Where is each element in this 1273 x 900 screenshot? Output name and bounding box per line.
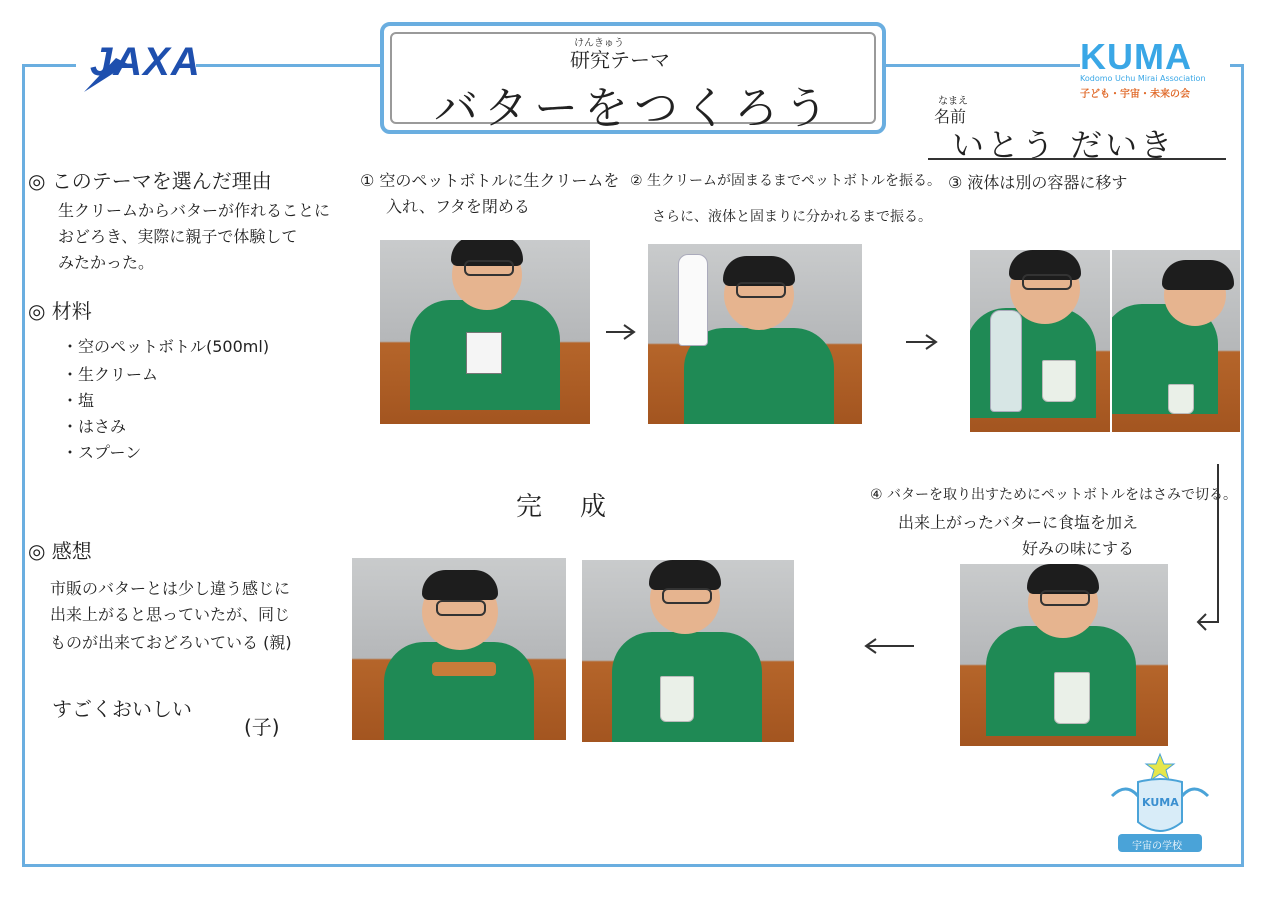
arrow-left-icon bbox=[862, 636, 916, 656]
title-ruby: けんきゅう bbox=[574, 38, 624, 49]
cream-carton bbox=[466, 332, 502, 374]
badge-text: 宇宙の学校 bbox=[1132, 841, 1182, 852]
toast bbox=[432, 662, 496, 676]
photo-step-4 bbox=[960, 564, 1168, 746]
step-4-caption: 出来上がったバターに食塩を加え bbox=[898, 513, 1139, 532]
reason-line: おどろき、実際に親子で体験して bbox=[58, 227, 298, 246]
kuma-logo-text: KUMA bbox=[1080, 36, 1192, 77]
kuma-badge bbox=[1104, 752, 1216, 856]
materials-heading: ◎ 材料 bbox=[28, 299, 92, 323]
page-title: バターをつくろう bbox=[434, 83, 834, 134]
kuma-japanese-name: 子ども・宇宙・未来の会 bbox=[1080, 89, 1190, 100]
reason-heading: ◎ このテーマを選んだ理由 bbox=[28, 169, 272, 193]
cup bbox=[660, 676, 694, 722]
child-tag: (子) bbox=[244, 715, 280, 739]
jaxa-logo bbox=[76, 34, 201, 90]
badge-logo-text: KUMA bbox=[1142, 796, 1179, 809]
photo-complete-2 bbox=[582, 560, 794, 742]
photo-step-3b bbox=[1112, 250, 1240, 432]
material-item: ・生クリーム bbox=[62, 365, 159, 384]
impression-line: 出来上がると思っていたが、同じ bbox=[50, 605, 291, 624]
title-label: 研究テーマ bbox=[570, 48, 670, 72]
kuma-logo bbox=[1080, 36, 1230, 106]
impression-line: ものが出来ておどろいている (親) bbox=[50, 633, 292, 652]
material-item: ・塩 bbox=[62, 391, 95, 410]
arrow-right-icon bbox=[604, 322, 638, 342]
jaxa-logo-text: JAXA bbox=[90, 40, 201, 84]
step-1-caption: 入れ、フタを閉める bbox=[386, 197, 530, 216]
step-3-caption: ③ 液体は別の容器に移す bbox=[948, 173, 1128, 192]
kuma-english-name: Kodomo Uchu Mirai Association bbox=[1080, 74, 1206, 83]
title-box bbox=[380, 22, 886, 134]
arrow-right-icon bbox=[904, 332, 940, 352]
name-label: 名前 bbox=[934, 107, 967, 126]
reason-line: 生クリームからバターが作れることに bbox=[58, 201, 331, 220]
name-underline bbox=[928, 158, 1226, 160]
step-2-caption: さらに、液体と固まりに分かれるまで振る。 bbox=[652, 209, 932, 225]
child-impression: すごくおいしい bbox=[52, 697, 192, 721]
material-item: ・はさみ bbox=[62, 417, 127, 436]
name-ruby: なまえ bbox=[938, 96, 968, 107]
step-4-caption: 好みの味にする bbox=[1022, 539, 1135, 558]
step-4-caption: ④ バターを取り出すためにペットボトルをはさみで切る。 bbox=[870, 487, 1237, 503]
cup bbox=[1054, 672, 1090, 724]
shaken-bottle bbox=[678, 254, 708, 346]
reason-line: みたかった。 bbox=[58, 253, 155, 272]
material-item: ・スプーン bbox=[62, 443, 142, 462]
cup bbox=[1042, 360, 1076, 402]
photo-complete-1 bbox=[352, 558, 566, 740]
impression-line: 市販のバターとは少し違う感じに bbox=[50, 579, 291, 598]
step-1-caption: ① 空のペットボトルに生クリームを bbox=[360, 171, 620, 190]
complete-label: 完 成 bbox=[516, 492, 613, 522]
photo-step-2 bbox=[648, 244, 862, 424]
material-item: ・空のペットボトル(500ml) bbox=[62, 337, 270, 356]
arrow-down-icon bbox=[1188, 462, 1228, 632]
bottle bbox=[990, 310, 1022, 412]
cup bbox=[1168, 384, 1194, 414]
photo-step-3a bbox=[970, 250, 1110, 432]
photo-step-1 bbox=[380, 240, 590, 424]
student-name: いとう だいき bbox=[952, 126, 1176, 164]
impressions-heading: ◎ 感想 bbox=[28, 539, 92, 563]
step-2-caption: ② 生クリームが固まるまでペットボトルを振る。 bbox=[630, 173, 941, 189]
